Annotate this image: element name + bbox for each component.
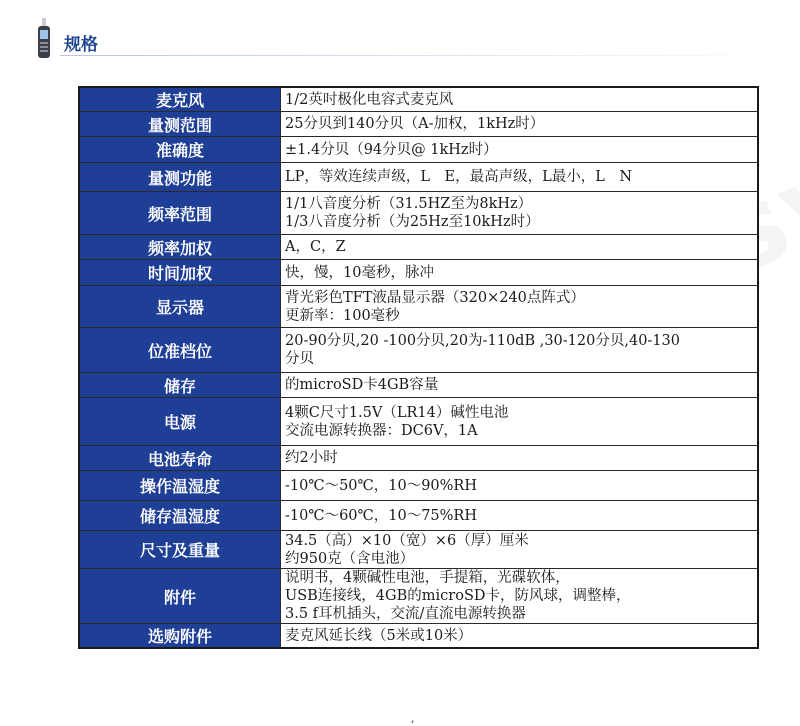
spec-table — [78, 86, 759, 649]
spec-key: 尺寸及重量 — [79, 531, 281, 569]
spec-value — [281, 163, 759, 192]
spec-row — [79, 328, 758, 373]
spec-value — [281, 531, 759, 569]
spec-value — [281, 373, 759, 398]
spec-row — [79, 471, 758, 501]
spec-value-line: 1/2英吋极化电容式麦克风 — [285, 91, 454, 108]
spec-value — [281, 112, 759, 137]
spec-key: 附件 — [79, 569, 281, 624]
spec-value — [281, 569, 759, 624]
spec-row — [79, 235, 758, 260]
spec-row — [79, 87, 758, 112]
spec-row — [79, 137, 758, 163]
spec-value-line: 的microSD卡4GB容量 — [285, 377, 439, 393]
spec-value-line: A，C，Z — [285, 239, 346, 255]
spec-value — [281, 501, 759, 531]
spec-value-line: -10℃～60℃，10～75%RH — [285, 507, 477, 524]
spec-value-line: ±1.4分贝（94分贝@ 1kHz时） — [285, 141, 498, 158]
spec-key: 储存温湿度 — [79, 501, 281, 531]
spec-key: 时间加权 — [79, 260, 281, 286]
spec-value — [281, 137, 759, 163]
spec-value-line: 1/1八音度分析（31.5HZ至为8kHz） — [285, 196, 533, 212]
spec-value — [281, 260, 759, 286]
spec-value-line: 交流电源转换器：DC6V，1A — [285, 422, 478, 439]
spec-value — [281, 87, 759, 112]
spec-row — [79, 163, 758, 192]
spec-row — [79, 192, 758, 235]
spec-value-line: 34.5（高）×10（宽）×6（厚）厘米 — [285, 532, 529, 549]
spec-value — [281, 192, 759, 235]
spec-key: 频率加权 — [79, 235, 281, 260]
spec-key: 储存 — [79, 373, 281, 398]
meter-device-icon — [36, 18, 52, 60]
section-header — [0, 0, 800, 70]
spec-value-line: -10℃～50℃，10～90%RH — [285, 477, 477, 494]
spec-value-line: 4颗C尺寸1.5V（LR14）碱性电池 — [285, 404, 509, 421]
spec-key: 准确度 — [79, 137, 281, 163]
spec-value-line: USB连接线，4GB的microSD卡，防风球，调整棒， — [285, 588, 631, 604]
spec-key: 量测功能 — [79, 163, 281, 192]
spec-row — [79, 112, 758, 137]
spec-row — [79, 286, 758, 328]
spec-value — [281, 624, 759, 649]
spec-value — [281, 286, 759, 328]
spec-value — [281, 235, 759, 260]
spec-key: 显示器 — [79, 286, 281, 328]
spec-row — [79, 531, 758, 569]
spec-key: 频率范围 — [79, 192, 281, 235]
spec-value — [281, 446, 759, 471]
spec-value-line: 更新率：100毫秒 — [285, 307, 400, 324]
spec-value-line: 25分贝到140分贝（A-加权，1kHz时） — [285, 116, 545, 132]
spec-value-line: 3.5 f耳机插头，交流/直流电源转换器 — [285, 606, 526, 622]
spec-row — [79, 569, 758, 624]
spec-value-line: 背光彩色TFT液晶显示器（320×240点阵式） — [285, 289, 585, 306]
spec-key: 选购附件 — [79, 624, 281, 649]
spec-value-line: 20-90分贝,20 -100分贝,20为-110dB ,30-120分贝,40-130 — [285, 333, 680, 349]
spec-key: 麦克风 — [79, 87, 281, 112]
spec-value-line: 快，慢，10毫秒，脉冲 — [285, 264, 434, 281]
section-title: 规格 — [64, 35, 98, 55]
spec-value-line: 1/3八音度分析（为25Hz至10kHz时） — [285, 214, 540, 230]
spec-row — [79, 446, 758, 471]
spec-key: 电源 — [79, 398, 281, 446]
spec-key: 位准档位 — [79, 328, 281, 373]
spec-row — [79, 398, 758, 446]
spec-value — [281, 398, 759, 446]
spec-key: 操作温湿度 — [79, 471, 281, 501]
spec-value-line: LP，等效连续声级，L E，最高声级，L最小，L N — [285, 169, 633, 185]
spec-row — [79, 624, 758, 649]
header-divider — [60, 55, 785, 56]
spec-key: 电池寿命 — [79, 446, 281, 471]
spec-value-line: 分贝 — [285, 351, 314, 367]
spec-value — [281, 471, 759, 501]
spec-row — [79, 260, 758, 286]
spec-row — [79, 501, 758, 531]
spec-key: 量测范围 — [79, 112, 281, 137]
spec-value-line: 说明书，4颗碱性电池，手提箱，光碟软体， — [285, 570, 570, 586]
spec-value-line: 约2小时 — [285, 450, 338, 466]
spec-row — [79, 373, 758, 398]
spec-value-line: 麦克风延长线（5米或10米） — [285, 627, 473, 644]
spec-value-line: 约950克（含电池） — [285, 550, 415, 567]
spec-value — [281, 328, 759, 373]
footer-mark: , — [411, 712, 415, 725]
